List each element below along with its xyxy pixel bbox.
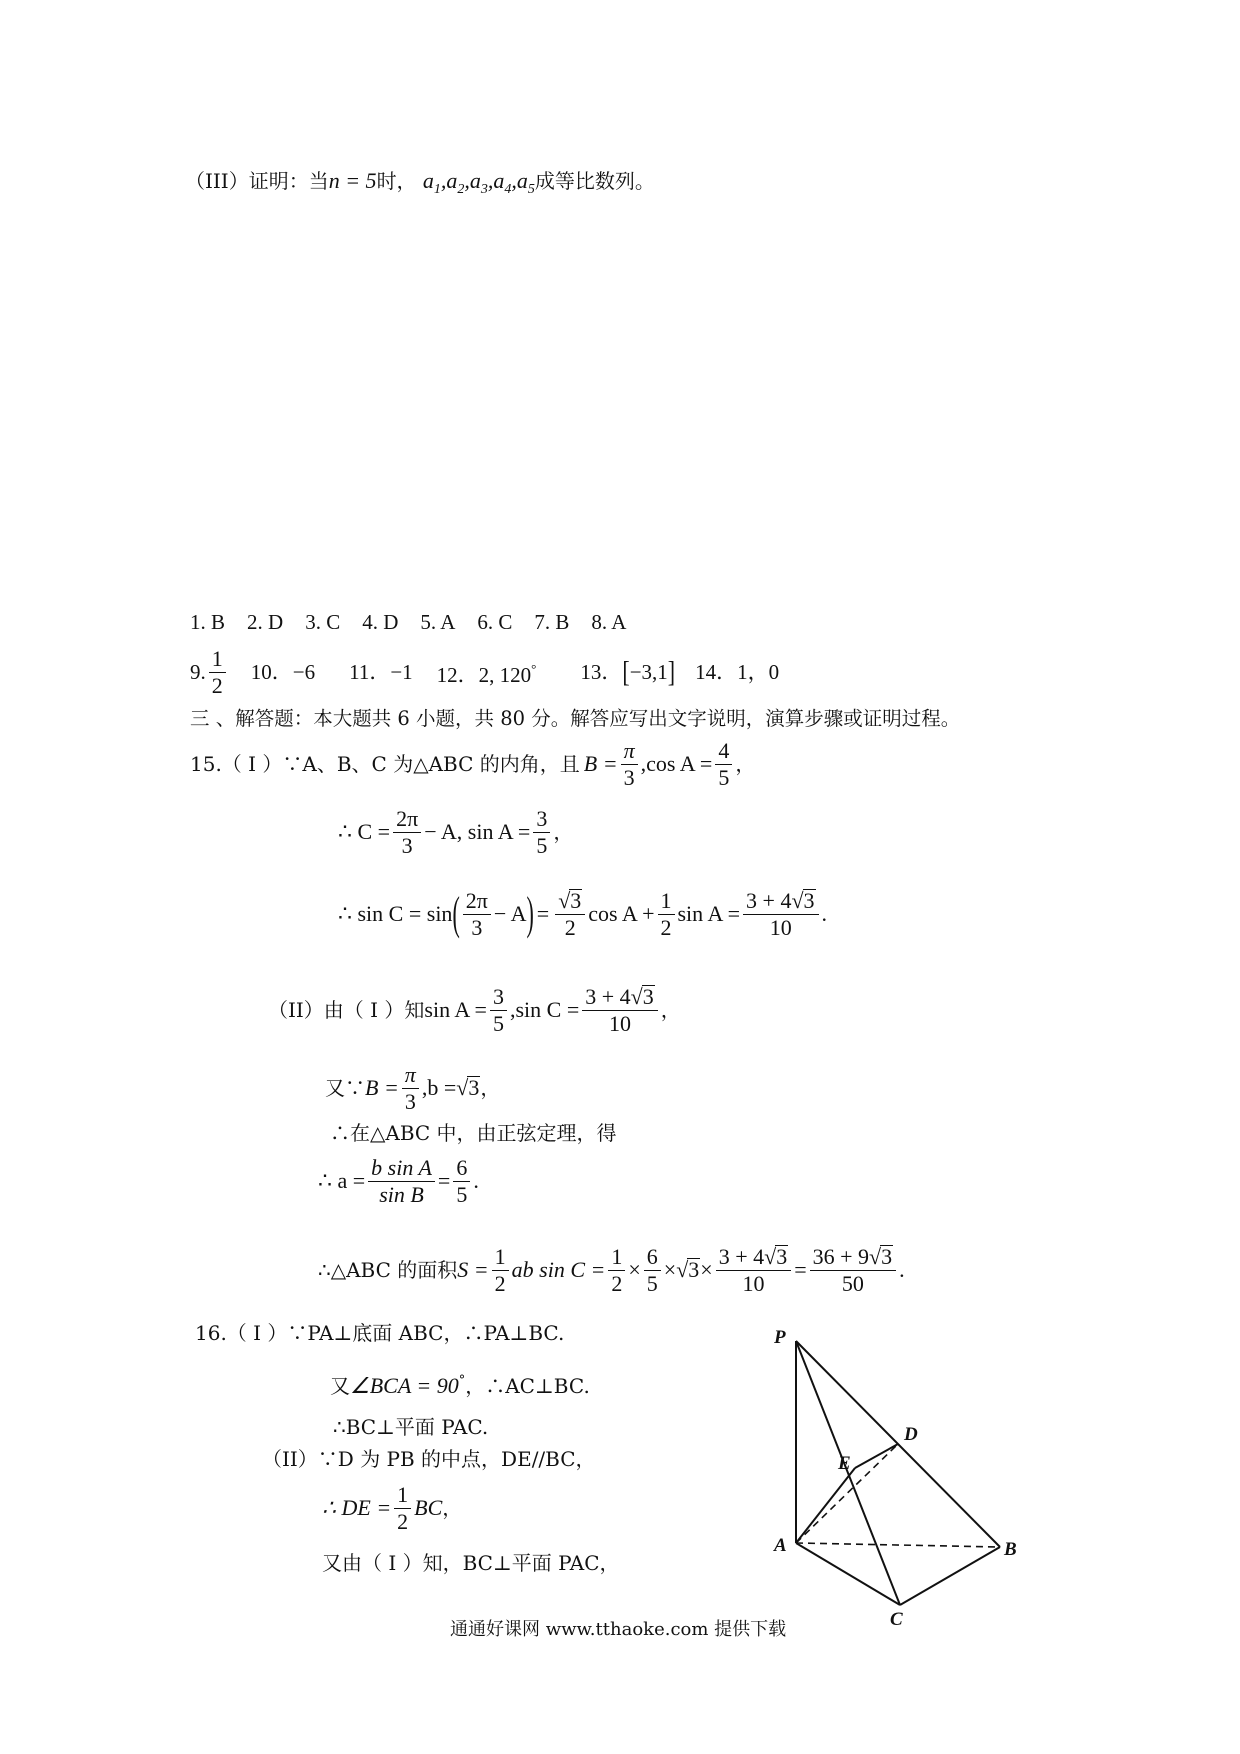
q15-part2-line4: ∴ a = $\frac{\text{b sin A}}{\text{sin B}}$ = $\frac{6}{5}$ .	[318, 1154, 479, 1207]
mc-answer: 1. B	[190, 610, 226, 634]
q16-line6: 又由（ I ）知，BC⊥平面 PAC，	[322, 1551, 620, 1575]
pyramid-figure	[760, 1325, 1030, 1630]
q15-intro: 15.（ I ）∵A、B、C 为△ABC 的内角，且	[190, 752, 580, 776]
q11-answer: 11．−1	[349, 660, 413, 684]
label-e: E	[838, 1453, 851, 1474]
q15-line2: ∴ C = $\frac{2\pi}{3}$ − A, sin A = $\frac{3}{5}$ ，	[338, 805, 574, 858]
q15-line1: 15.（ I ）∵A、B、C 为△ABC 的内角，且 B = $\frac{\pi}{3}$ ,cos A = $\frac{4}{5}$ ，	[190, 737, 756, 790]
q13-interval: [−3,1]	[622, 654, 676, 689]
q16-line2: 又∠BCA = 90°，∴AC⊥BC.	[330, 1373, 590, 1398]
q15-line3: ∴ sin C = sin ( 2π 3 − A ) = $\frac{√3}{2}$ cos A + $\frac{1}{2}$ sin A = $\frac{3 + 4√3}{10}$ .	[338, 886, 828, 940]
label-p: P	[774, 1327, 786, 1348]
section3-heading: 三 、解答题：本大题共 6 小题，共 80 分。解答应写出文字说明，演算步骤或证明过程。	[190, 707, 961, 730]
q16-line4: （II）∵D 为 PB 的中点，DE//BC，	[262, 1447, 596, 1471]
part3-label: （III）证明：当	[185, 169, 329, 193]
q9-fraction: 1 2	[209, 647, 226, 698]
edge-ac	[796, 1543, 900, 1605]
mc-answer: 4. D	[362, 610, 399, 634]
part3-tail: 成等比数列。	[534, 169, 655, 193]
label-a: A	[774, 1535, 787, 1556]
edge-ab-hidden	[796, 1543, 1000, 1547]
fill-answers	[190, 644, 779, 700]
q16-line5: ∴ DE = $\frac{1}{2}$ BC ，	[322, 1481, 463, 1534]
mc-answer: 3. C	[305, 610, 341, 634]
q15-area-line: ∴△ABC 的面积 S = $\frac{1}{2}$ ab sin C = $\frac{1}{2}$ × $\frac{6}{5}$ × √3 × $\frac{3 + 4√3}{10}$ = $\frac{36 + 9√3}{50}$ .	[318, 1243, 905, 1296]
q15-part2-line1: （II）由（ I ）知 sin A = $\frac{3}{5}$ ,sin C = $\frac{3 + 4√3}{10}$ ，	[268, 983, 681, 1036]
q14-answer: 14．1，0	[695, 660, 780, 684]
mc-answers	[190, 609, 626, 635]
mc-answer: 5. A	[420, 610, 456, 634]
q15-part2-line2: 又∵ B = $\frac{\pi}{3}$ ,b = √3 ，	[325, 1061, 501, 1114]
part3-math: n = 5	[328, 168, 377, 193]
mc-answer: 8. A	[591, 610, 627, 634]
label-d: D	[904, 1424, 918, 1445]
mc-answer: 6. C	[477, 610, 513, 634]
q12-answer: 12．2, 120°	[436, 661, 537, 687]
q15-part2-line3: ∴在△ABC 中，由正弦定理，得	[330, 1121, 617, 1145]
q16-line3: ∴BC⊥平面 PAC.	[333, 1415, 489, 1439]
label-b: B	[1004, 1539, 1017, 1560]
label-c: C	[890, 1609, 903, 1630]
q13-label: 13．	[580, 660, 623, 684]
edge-bc	[900, 1547, 1000, 1605]
q10-answer: 10．−6	[250, 660, 316, 684]
part3-text: 时，	[376, 169, 417, 193]
footer-text: 通通好课网 www.tthaoke.com 提供下载	[450, 1619, 787, 1640]
part3-sequence: $a_1,a_2,a_3,a_4,a_5$	[422, 168, 535, 197]
q9-label: 9.	[190, 660, 206, 684]
part3-line	[185, 168, 655, 203]
edge-ae	[796, 1468, 855, 1543]
mc-answer: 2. D	[247, 610, 284, 634]
mc-answer: 7. B	[534, 610, 570, 634]
q16-line1: 16.（ I ）∵PA⊥底面 ABC，∴PA⊥BC.	[195, 1321, 565, 1345]
